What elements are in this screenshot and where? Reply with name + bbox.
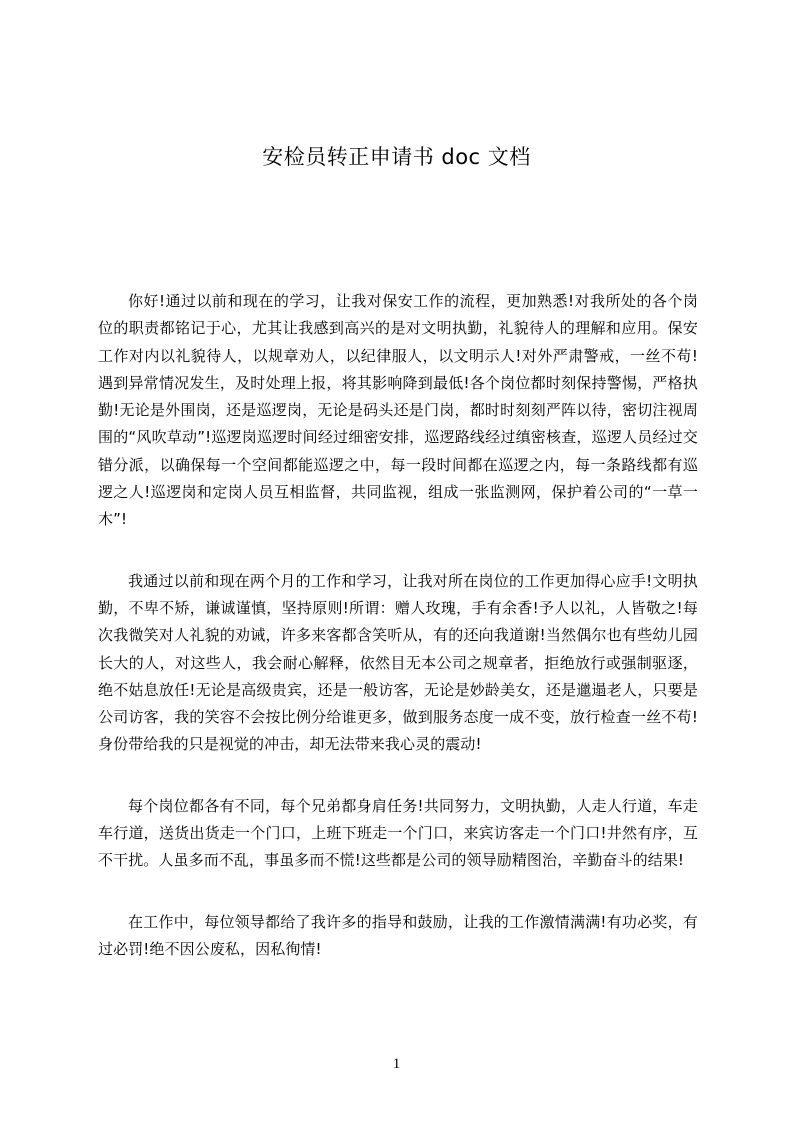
document-title: 安检员转正申请书 doc 文档 <box>262 145 531 169</box>
paragraph-1: 你好!通过以前和现在的学习，让我对保安工作的流程，更加熟悉!对我所处的各个岗位的职责都铭记于心，尤其让我感到高兴的是对文明执勤，礼貌待人的理解和应用。保安工作对内以礼貌待人，以规章劝人，以纪律服人，以文明示人!对外严肃警戒，一丝不苟!遇到异常情况发生，及时处理上报，将其影响降到最低!各个岗位都时刻保持警惕，严格执勤!无论是外围岗，还是巡逻岗，无论是码头还是门岗，都时时刻刻严阵以待，密切注视周围的“风吹草动”!巡逻岗巡逻时间经过细密安排，巡逻路线经过缜密核查，巡逻人员经过交错分派，以确保每一个空间都能巡逻之中，每一段时间都在巡逻之内，每一条路线都有巡逻之人!巡逻岗和定岗人员互相监督，共同监视，组成一张监测网，保护着公司的“一草一木”! <box>98 292 698 529</box>
page-number: 1 <box>392 1056 401 1072</box>
paragraph-3: 每个岗位都各有不同，每个兄弟都身肩任务!共同努力，文明执勤，人走人行道，车走车行道，送货出货走一个门口，上班下班走一个门口，来宾访客走一个门口!井然有序，互不干扰。人虽多而不乱，事虽多而不慌!这些都是公司的领导励精图治，辛勤奋斗的结果! <box>98 796 698 870</box>
document-body <box>98 288 698 997</box>
paragraph-2: 我通过以前和现在两个月的工作和学习，让我对所在岗位的工作更加得心应手!文明执勤，不卑不矫，谦诚谨慎，坚持原则!所谓：赠人玫瑰，手有余香!予人以礼，人皆敬之!每次我微笑对人礼貌的劝诫，许多来客都含笑听从，有的还向我道谢!当然偶尔也有些幼儿园长大的人，对这些人，我会耐心解释，依然目无本公司之规章者，拒绝放行或强制驱逐，绝不姑息放任!无论是高级贵宾，还是一般访客，无论是妙龄美女，还是邋遢老人，只要是公司访客，我的笑容不会按比例分给谁更多，做到服务态度一成不变，放行检查一丝不苟!身份带给我的只是视觉的冲击，却无法带来我心灵的震动! <box>98 571 698 754</box>
paragraph-4: 在工作中，每位领导都给了我许多的指导和鼓励，让我的工作激情满满!有功必奖，有过必罚!绝不因公废私，因私徇情! <box>98 912 698 958</box>
